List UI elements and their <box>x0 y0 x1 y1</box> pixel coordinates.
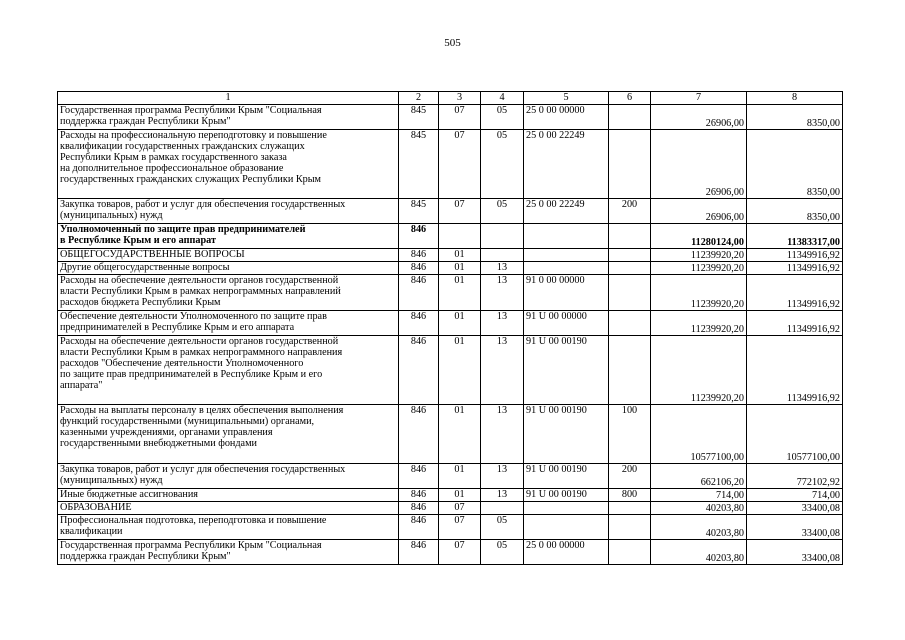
row-name-cell <box>58 502 399 515</box>
row-name-line: на дополнительное профессиональное образование <box>60 163 284 175</box>
code-section-cell: 07 <box>439 515 481 540</box>
row-name-line: государственных гражданских служащих Республики Крым <box>60 174 321 186</box>
code-target-cell: 25 0 00 00000 <box>524 105 609 130</box>
code-expense-type-cell <box>609 105 651 130</box>
header-cell: 2 <box>399 92 439 105</box>
row-name-line: власти Республики Крым в рамках непрограммных направлений <box>60 286 341 298</box>
amount-year2-cell: 11349916,92 <box>747 336 843 405</box>
code-expense-type-cell <box>609 249 651 262</box>
code-grbs-cell: 846 <box>399 405 439 464</box>
amount-year2-cell: 11349916,92 <box>747 262 843 275</box>
code-grbs-cell: 846 <box>399 249 439 262</box>
header-cell: 6 <box>609 92 651 105</box>
code-target-cell: 91 U 00 00000 <box>524 311 609 336</box>
row-name-line: власти Республики Крым в рамках непрограммного направления <box>60 347 343 359</box>
code-grbs-cell: 846 <box>399 502 439 515</box>
amount-year1-cell: 40203,80 <box>651 502 747 515</box>
code-expense-type-cell <box>609 224 651 249</box>
code-expense-type-cell: 200 <box>609 199 651 224</box>
row-name-line: Расходы на профессиональную переподготовку и повышение <box>60 130 327 141</box>
header-cell: 1 <box>58 92 399 105</box>
code-section-cell: 07 <box>439 199 481 224</box>
code-target-cell <box>524 224 609 249</box>
row-name-line: Обеспечение деятельности Уполномоченного по защите прав <box>60 311 327 322</box>
amount-year2-cell: 10577100,00 <box>747 405 843 464</box>
table-row <box>58 502 843 515</box>
code-subsection-cell: 13 <box>481 489 524 502</box>
code-target-cell: 91 0 00 00000 <box>524 275 609 311</box>
row-name-line: по защите прав предпринимателей в Республике Крым и его <box>60 369 323 381</box>
row-name-cell <box>58 224 399 249</box>
code-grbs-cell: 846 <box>399 224 439 249</box>
code-grbs-cell: 846 <box>399 515 439 540</box>
row-name-line: Закупка товаров, работ и услуг для обеспечения государственных <box>60 199 346 210</box>
amount-year1-cell: 662106,20 <box>651 464 747 489</box>
amount-year2-cell: 33400,08 <box>747 515 843 540</box>
code-subsection-cell: 05 <box>481 105 524 130</box>
code-target-cell: 25 0 00 22249 <box>524 130 609 199</box>
code-subsection-cell: 05 <box>481 515 524 540</box>
row-name-line: Уполномоченный по защите прав предпринимателей <box>60 224 306 235</box>
code-expense-type-cell <box>609 275 651 311</box>
row-name-line: квалификации государственных гражданских служащих <box>60 141 305 153</box>
table-row <box>58 311 843 336</box>
code-grbs-cell: 845 <box>399 130 439 199</box>
code-expense-type-cell <box>609 515 651 540</box>
code-subsection-cell: 05 <box>481 130 524 199</box>
code-section-cell: 01 <box>439 464 481 489</box>
table-row <box>58 130 843 199</box>
code-expense-type-cell <box>609 130 651 199</box>
row-name-line: ОБРАЗОВАНИЕ <box>60 502 132 513</box>
code-section-cell: 01 <box>439 311 481 336</box>
amount-year2-cell: 8350,00 <box>747 130 843 199</box>
table-row <box>58 540 843 565</box>
row-name-line: государственными внебюджетными фондами <box>60 438 257 450</box>
row-name-line: Другие общегосударственные вопросы <box>60 262 230 273</box>
code-section-cell: 07 <box>439 540 481 565</box>
code-expense-type-cell <box>609 540 651 565</box>
amount-year1-cell: 26906,00 <box>651 105 747 130</box>
code-target-cell: 91 U 00 00190 <box>524 336 609 405</box>
row-name-line: казенными учреждениями, органами управления <box>60 427 273 439</box>
row-name-line: расходов бюджета Республики Крым <box>60 297 221 309</box>
code-section-cell: 07 <box>439 502 481 515</box>
row-name-cell <box>58 275 399 311</box>
code-expense-type-cell <box>609 336 651 405</box>
table-row <box>58 105 843 130</box>
code-expense-type-cell: 100 <box>609 405 651 464</box>
amount-year2-cell: 8350,00 <box>747 199 843 224</box>
row-name-line: Закупка товаров, работ и услуг для обеспечения государственных <box>60 464 346 475</box>
code-grbs-cell: 846 <box>399 540 439 565</box>
code-grbs-cell: 846 <box>399 464 439 489</box>
code-subsection-cell: 13 <box>481 275 524 311</box>
amount-year2-cell: 33400,08 <box>747 540 843 565</box>
code-subsection-cell: 05 <box>481 199 524 224</box>
row-name-cell <box>58 336 399 405</box>
amount-year1-cell: 714,00 <box>651 489 747 502</box>
amount-year1-cell: 10577100,00 <box>651 405 747 464</box>
code-subsection-cell: 13 <box>481 405 524 464</box>
code-grbs-cell: 845 <box>399 199 439 224</box>
row-name-line: предпринимателей в Республике Крым и его аппарата <box>60 322 295 334</box>
table-row <box>58 405 843 464</box>
row-name-line: Иные бюджетные ассигнования <box>60 489 198 500</box>
code-target-cell: 25 0 00 00000 <box>524 540 609 565</box>
row-name-cell <box>58 199 399 224</box>
code-section-cell: 01 <box>439 249 481 262</box>
header-cell: 7 <box>651 92 747 105</box>
table-row <box>58 489 843 502</box>
amount-year2-cell: 33400,08 <box>747 502 843 515</box>
amount-year2-cell: 11349916,92 <box>747 311 843 336</box>
row-name-line: (муниципальных) нужд <box>60 210 163 222</box>
code-grbs-cell: 846 <box>399 275 439 311</box>
code-section-cell <box>439 224 481 249</box>
row-name-cell <box>58 464 399 489</box>
row-name-cell <box>58 311 399 336</box>
row-name-cell <box>58 130 399 199</box>
code-subsection-cell: 13 <box>481 336 524 405</box>
code-expense-type-cell <box>609 311 651 336</box>
amount-year2-cell: 714,00 <box>747 489 843 502</box>
amount-year1-cell: 11280124,00 <box>651 224 747 249</box>
code-section-cell: 01 <box>439 336 481 405</box>
row-name-line: Расходы на обеспечение деятельности органов государственной <box>60 275 339 286</box>
row-name-line: функций государственными (муниципальными) органами, <box>60 416 315 428</box>
header-cell: 8 <box>747 92 843 105</box>
code-target-cell <box>524 262 609 275</box>
row-name-line: в Республике Крым и его аппарат <box>60 235 216 247</box>
amount-year2-cell: 11349916,92 <box>747 249 843 262</box>
row-name-line: Расходы на обеспечение деятельности органов государственной <box>60 336 339 347</box>
code-target-cell: 91 U 00 00190 <box>524 464 609 489</box>
row-name-line: (муниципальных) нужд <box>60 475 163 487</box>
row-name-line: Государственная программа Республики Крым "Социальная <box>60 105 322 116</box>
code-target-cell: 91 U 00 00190 <box>524 489 609 502</box>
code-section-cell: 07 <box>439 105 481 130</box>
amount-year2-cell: 772102,92 <box>747 464 843 489</box>
code-section-cell: 01 <box>439 405 481 464</box>
row-name-line: Государственная программа Республики Крым "Социальная <box>60 540 322 551</box>
amount-year1-cell: 26906,00 <box>651 199 747 224</box>
row-name-cell <box>58 540 399 565</box>
row-name-cell <box>58 262 399 275</box>
amount-year2-cell: 8350,00 <box>747 105 843 130</box>
row-name-cell <box>58 105 399 130</box>
row-name-line: ОБЩЕГОСУДАРСТВЕННЫЕ ВОПРОСЫ <box>60 249 245 260</box>
amount-year1-cell: 40203,80 <box>651 540 747 565</box>
code-section-cell: 01 <box>439 489 481 502</box>
code-grbs-cell: 846 <box>399 336 439 405</box>
code-section-cell: 01 <box>439 262 481 275</box>
table-row <box>58 275 843 311</box>
code-target-cell <box>524 502 609 515</box>
code-section-cell: 07 <box>439 130 481 199</box>
header-cell: 3 <box>439 92 481 105</box>
row-name-line: поддержка граждан Республики Крым" <box>60 116 231 128</box>
page-number: 505 <box>444 37 461 49</box>
table-row <box>58 262 843 275</box>
table-row <box>58 224 843 249</box>
code-grbs-cell: 845 <box>399 105 439 130</box>
table-row <box>58 336 843 405</box>
table-row <box>58 249 843 262</box>
amount-year1-cell: 11239920,20 <box>651 249 747 262</box>
table-row <box>58 464 843 489</box>
amount-year1-cell: 11239920,20 <box>651 311 747 336</box>
table-header-row <box>58 92 843 105</box>
row-name-line: аппарата" <box>60 380 103 392</box>
amount-year2-cell: 11349916,92 <box>747 275 843 311</box>
code-expense-type-cell: 800 <box>609 489 651 502</box>
table-row <box>58 515 843 540</box>
code-section-cell: 01 <box>439 275 481 311</box>
code-expense-type-cell <box>609 262 651 275</box>
row-name-cell <box>58 249 399 262</box>
code-subsection-cell: 13 <box>481 311 524 336</box>
code-subsection-cell <box>481 224 524 249</box>
code-subsection-cell <box>481 502 524 515</box>
amount-year1-cell: 11239920,20 <box>651 262 747 275</box>
amount-year1-cell: 11239920,20 <box>651 275 747 311</box>
row-name-cell <box>58 489 399 502</box>
table-row <box>58 199 843 224</box>
row-name-line: Профессиональная подготовка, переподготовка и повышение <box>60 515 327 526</box>
row-name-cell <box>58 405 399 464</box>
code-target-cell <box>524 249 609 262</box>
code-grbs-cell: 846 <box>399 489 439 502</box>
amount-year1-cell: 26906,00 <box>651 130 747 199</box>
row-name-line: расходов "Обеспечение деятельности Уполномоченного <box>60 358 304 370</box>
header-cell: 5 <box>524 92 609 105</box>
code-target-cell <box>524 515 609 540</box>
code-subsection-cell <box>481 249 524 262</box>
code-subsection-cell: 13 <box>481 464 524 489</box>
code-expense-type-cell: 200 <box>609 464 651 489</box>
amount-year1-cell: 11239920,20 <box>651 336 747 405</box>
row-name-cell <box>58 515 399 540</box>
code-target-cell: 91 U 00 00190 <box>524 405 609 464</box>
code-subsection-cell: 13 <box>481 262 524 275</box>
budget-table <box>57 91 843 565</box>
code-grbs-cell: 846 <box>399 311 439 336</box>
code-target-cell: 25 0 00 22249 <box>524 199 609 224</box>
code-expense-type-cell <box>609 502 651 515</box>
row-name-line: квалификации <box>60 526 123 538</box>
amount-year1-cell: 40203,80 <box>651 515 747 540</box>
code-grbs-cell: 846 <box>399 262 439 275</box>
amount-year2-cell: 11383317,00 <box>747 224 843 249</box>
code-subsection-cell: 05 <box>481 540 524 565</box>
row-name-line: поддержка граждан Республики Крым" <box>60 551 231 563</box>
row-name-line: Республики Крым в рамках государственного заказа <box>60 152 287 164</box>
row-name-line: Расходы на выплаты персоналу в целях обеспечения выполнения <box>60 405 344 416</box>
header-cell: 4 <box>481 92 524 105</box>
